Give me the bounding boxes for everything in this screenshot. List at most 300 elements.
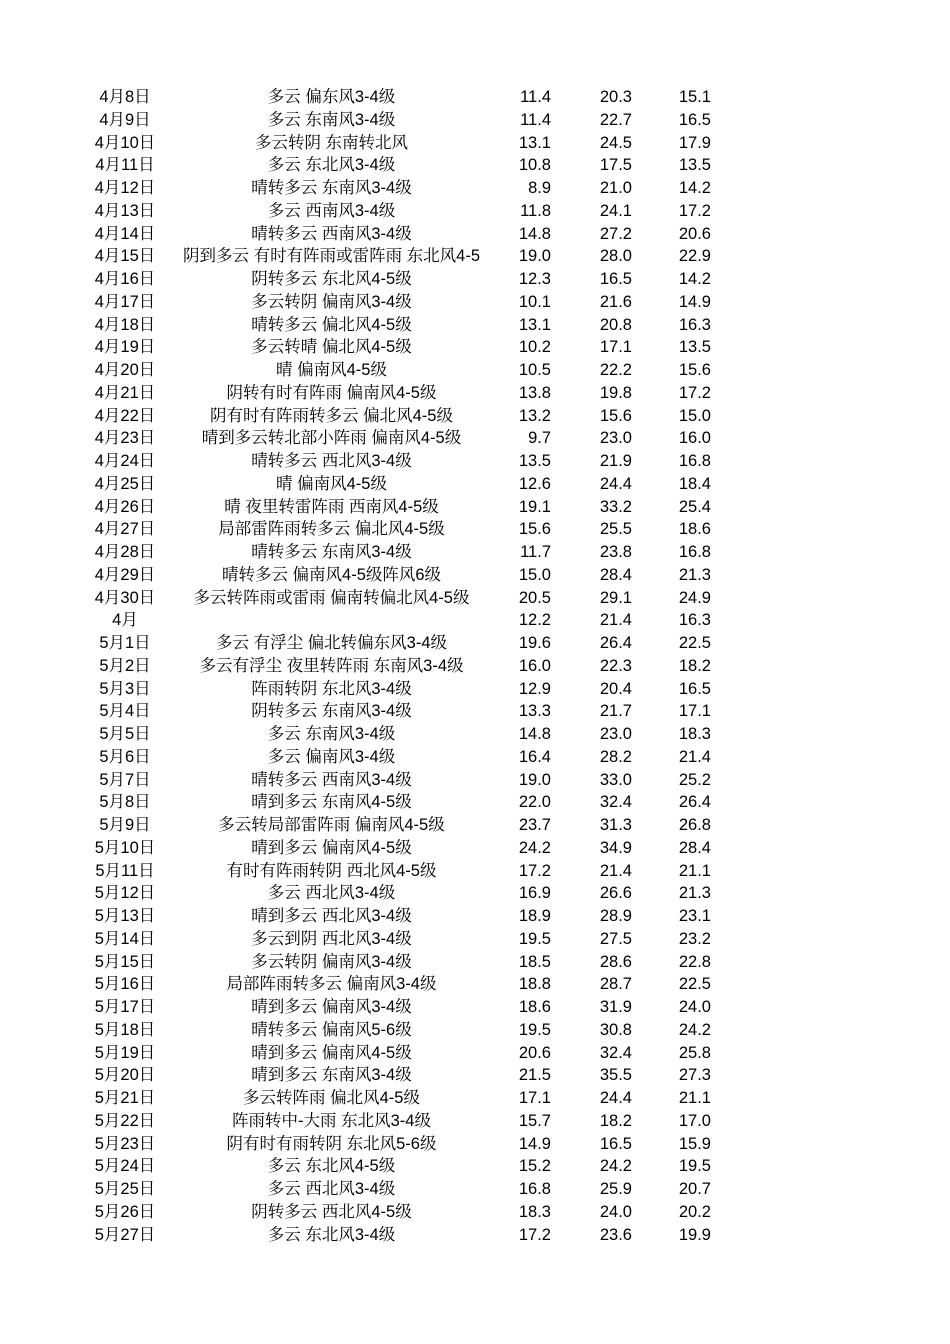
weather-cell: 晴到多云 偏南风4-5级 bbox=[251, 838, 412, 857]
date-cell: 4月21日 bbox=[94, 383, 156, 402]
avg-temp-cell: 15.1 bbox=[678, 88, 711, 106]
date-cell: 4月24日 bbox=[94, 452, 156, 470]
avg-temp-cell: 18.2 bbox=[678, 656, 711, 675]
high-temp-cell: 26.4 bbox=[599, 634, 632, 652]
date-cell: 5月10日 bbox=[94, 838, 156, 857]
high-temp-cell: 24.5 bbox=[599, 133, 632, 152]
table-row bbox=[0, 268, 950, 291]
weather-cell: 多云 东北风3-4级 bbox=[267, 156, 396, 175]
low-temp-cell: 18.6 bbox=[518, 998, 551, 1016]
high-temp-cell: 25.9 bbox=[599, 1180, 632, 1198]
date-cell: 4月16日 bbox=[94, 270, 156, 288]
high-temp-cell: 26.6 bbox=[599, 884, 632, 903]
low-temp-cell: 14.9 bbox=[518, 1134, 551, 1153]
table-row bbox=[0, 154, 950, 177]
low-temp-cell: 23.7 bbox=[518, 816, 551, 834]
low-temp-cell: 10.5 bbox=[518, 361, 551, 379]
table-row bbox=[0, 291, 950, 314]
date-cell: 4月13日 bbox=[94, 201, 156, 220]
low-temp-cell: 17.2 bbox=[518, 861, 551, 880]
avg-temp-cell: 13.5 bbox=[678, 338, 711, 357]
weather-cell: 多云 东北风4-5级 bbox=[267, 1157, 396, 1176]
high-temp-cell: 18.2 bbox=[599, 1111, 632, 1130]
high-temp-cell: 19.8 bbox=[599, 383, 632, 402]
date-cell: 4月27日 bbox=[94, 520, 156, 539]
low-temp-cell: 13.8 bbox=[518, 383, 551, 402]
high-temp-cell: 16.5 bbox=[599, 270, 632, 288]
avg-temp-cell: 16.3 bbox=[678, 315, 711, 334]
low-temp-cell: 17.1 bbox=[518, 1089, 551, 1107]
date-cell: 5月21日 bbox=[94, 1089, 156, 1107]
date-cell: 4月11日 bbox=[95, 156, 155, 175]
date-cell: 4月20日 bbox=[94, 361, 156, 379]
table-row bbox=[0, 1019, 950, 1042]
avg-temp-cell: 19.5 bbox=[678, 1157, 711, 1176]
table-row bbox=[0, 814, 950, 837]
avg-temp-cell: 21.1 bbox=[678, 1089, 711, 1107]
table-row bbox=[0, 564, 950, 587]
high-temp-cell: 25.5 bbox=[599, 520, 632, 539]
weather-cell: 晴转多云 西南风3-4级 bbox=[251, 224, 412, 243]
avg-temp-cell: 18.6 bbox=[678, 520, 711, 539]
avg-temp-cell: 21.1 bbox=[678, 861, 711, 880]
avg-temp-cell: 23.2 bbox=[678, 929, 711, 948]
avg-temp-cell: 24.2 bbox=[678, 1020, 711, 1039]
date-cell: 5月5日 bbox=[99, 725, 151, 743]
table-row bbox=[0, 655, 950, 678]
weather-cell: 阴转有时有阵雨 偏南风4-5级 bbox=[226, 383, 437, 402]
table-row bbox=[0, 336, 950, 359]
high-temp-cell: 20.4 bbox=[599, 679, 632, 698]
weather-cell: 晴到多云 偏南风3-4级 bbox=[251, 998, 412, 1016]
avg-temp-cell: 22.5 bbox=[678, 975, 711, 994]
table-row bbox=[0, 405, 950, 428]
date-cell: 5月25日 bbox=[94, 1180, 156, 1198]
high-temp-cell: 23.6 bbox=[599, 1225, 632, 1244]
high-temp-cell: 22.3 bbox=[599, 656, 632, 675]
avg-temp-cell: 21.4 bbox=[678, 747, 711, 766]
table-row bbox=[0, 450, 950, 473]
table-row bbox=[0, 382, 950, 405]
date-cell: 4月14日 bbox=[94, 224, 156, 243]
avg-temp-cell: 18.4 bbox=[678, 474, 711, 493]
date-cell: 5月2日 bbox=[99, 656, 151, 675]
high-temp-cell: 31.3 bbox=[599, 816, 632, 834]
low-temp-cell: 12.9 bbox=[518, 679, 551, 698]
avg-temp-cell: 22.8 bbox=[678, 952, 711, 971]
low-temp-cell: 21.5 bbox=[518, 1066, 551, 1085]
weather-cell: 阴转多云 东北风4-5级 bbox=[251, 270, 412, 288]
high-temp-cell: 24.4 bbox=[599, 474, 632, 493]
weather-table bbox=[0, 86, 950, 1246]
table-row bbox=[0, 609, 950, 632]
low-temp-cell: 10.1 bbox=[518, 292, 551, 311]
avg-temp-cell: 17.2 bbox=[678, 201, 711, 220]
date-cell: 4月23日 bbox=[94, 429, 156, 448]
weather-cell: 多云转阵雨或雷雨 偏南转偏北风4-5级 bbox=[193, 588, 470, 607]
low-temp-cell: 11.8 bbox=[520, 201, 551, 220]
low-temp-cell: 14.8 bbox=[518, 224, 551, 243]
high-temp-cell: 35.5 bbox=[599, 1066, 632, 1085]
table-row bbox=[0, 132, 950, 155]
low-temp-cell: 19.1 bbox=[518, 497, 551, 516]
weather-cell: 多云 东北风3-4级 bbox=[267, 1225, 396, 1244]
table-row bbox=[0, 837, 950, 860]
high-temp-cell: 16.5 bbox=[599, 1134, 632, 1153]
weather-cell: 阵雨转中-大雨 东北风3-4级 bbox=[232, 1111, 431, 1130]
date-cell: 4月26日 bbox=[94, 497, 156, 516]
weather-cell: 多云转阴 偏南风3-4级 bbox=[251, 952, 412, 971]
avg-temp-cell: 21.3 bbox=[678, 565, 711, 584]
table-row bbox=[0, 359, 950, 382]
high-temp-cell: 21.6 bbox=[599, 292, 632, 311]
low-temp-cell: 12.3 bbox=[518, 270, 551, 288]
avg-temp-cell: 16.5 bbox=[678, 679, 711, 698]
high-temp-cell: 28.6 bbox=[599, 952, 632, 971]
date-cell: 5月3日 bbox=[99, 679, 151, 698]
date-cell: 4月28日 bbox=[94, 543, 156, 561]
table-row bbox=[0, 791, 950, 814]
table-row bbox=[0, 723, 950, 746]
avg-temp-cell: 25.4 bbox=[678, 497, 711, 516]
weather-cell: 阴到多云 有时有阵雨或雷阵雨 东北风4-5 bbox=[182, 247, 481, 266]
high-temp-cell: 33.0 bbox=[599, 770, 632, 789]
avg-temp-cell: 24.0 bbox=[678, 998, 711, 1016]
table-row bbox=[0, 882, 950, 905]
table-row bbox=[0, 587, 950, 610]
table-row bbox=[0, 1087, 950, 1110]
avg-temp-cell: 21.3 bbox=[678, 884, 711, 903]
high-temp-cell: 21.4 bbox=[599, 861, 632, 880]
weather-cell: 多云 西北风3-4级 bbox=[267, 884, 396, 903]
high-temp-cell: 21.0 bbox=[599, 179, 632, 197]
high-temp-cell: 28.9 bbox=[599, 907, 632, 925]
low-temp-cell: 11.4 bbox=[520, 88, 551, 106]
low-temp-cell: 12.6 bbox=[518, 474, 551, 493]
weather-cell: 阴有时有阵雨转多云 偏北风4-5级 bbox=[210, 406, 453, 425]
weather-cell: 晴 偏南风4-5级 bbox=[276, 474, 387, 493]
high-temp-cell: 21.4 bbox=[599, 611, 632, 630]
weather-cell: 晴转多云 东南风3-4级 bbox=[251, 543, 412, 561]
table-row bbox=[0, 223, 950, 246]
high-temp-cell: 23.0 bbox=[599, 429, 632, 448]
avg-temp-cell: 22.5 bbox=[678, 634, 711, 652]
high-temp-cell: 24.4 bbox=[599, 1089, 632, 1107]
table-row bbox=[0, 177, 950, 200]
date-cell: 5月20日 bbox=[94, 1066, 156, 1085]
table-row bbox=[0, 928, 950, 951]
weather-cell: 有时有阵雨转阴 西北风4-5级 bbox=[226, 861, 437, 880]
avg-temp-cell: 17.0 bbox=[678, 1111, 711, 1130]
low-temp-cell: 10.8 bbox=[518, 156, 551, 175]
high-temp-cell: 20.3 bbox=[599, 88, 632, 106]
avg-temp-cell: 19.9 bbox=[678, 1225, 711, 1244]
avg-temp-cell: 24.9 bbox=[678, 588, 711, 607]
date-cell: 5月6日 bbox=[99, 747, 151, 766]
low-temp-cell: 18.9 bbox=[518, 907, 551, 925]
low-temp-cell: 13.1 bbox=[518, 133, 551, 152]
high-temp-cell: 32.4 bbox=[599, 1043, 632, 1062]
high-temp-cell: 27.5 bbox=[599, 929, 632, 948]
avg-temp-cell: 16.8 bbox=[678, 543, 711, 561]
avg-temp-cell: 16.5 bbox=[678, 110, 711, 129]
avg-temp-cell: 16.3 bbox=[678, 611, 711, 630]
high-temp-cell: 27.2 bbox=[599, 224, 632, 243]
date-cell: 5月26日 bbox=[94, 1202, 156, 1221]
table-row bbox=[0, 905, 950, 928]
weather-cell: 晴到多云 西北风3-4级 bbox=[251, 907, 412, 925]
weather-cell: 晴到多云转北部小阵雨 偏南风4-5级 bbox=[201, 429, 462, 448]
low-temp-cell: 18.5 bbox=[518, 952, 551, 971]
date-cell: 4月 bbox=[112, 611, 138, 630]
table-row bbox=[0, 951, 950, 974]
table-row bbox=[0, 200, 950, 223]
high-temp-cell: 33.2 bbox=[599, 497, 632, 516]
high-temp-cell: 21.7 bbox=[599, 702, 632, 721]
low-temp-cell: 9.7 bbox=[528, 429, 551, 448]
avg-temp-cell: 17.9 bbox=[678, 133, 711, 152]
avg-temp-cell: 22.9 bbox=[678, 247, 711, 266]
date-cell: 5月24日 bbox=[94, 1157, 156, 1176]
date-cell: 4月22日 bbox=[94, 406, 156, 425]
avg-temp-cell: 15.6 bbox=[678, 361, 711, 379]
weather-cell: 多云转阵雨 偏北风4-5级 bbox=[243, 1089, 420, 1107]
low-temp-cell: 18.8 bbox=[518, 975, 551, 994]
low-temp-cell: 8.9 bbox=[528, 179, 551, 197]
high-temp-cell: 23.8 bbox=[599, 543, 632, 561]
weather-cell: 晴转多云 偏南风5-6级 bbox=[251, 1020, 412, 1039]
weather-cell: 多云转阴 偏南风3-4级 bbox=[251, 292, 412, 311]
table-row bbox=[0, 427, 950, 450]
table-row bbox=[0, 632, 950, 655]
date-cell: 4月12日 bbox=[94, 179, 156, 197]
date-cell: 5月11日 bbox=[95, 861, 155, 880]
date-cell: 5月19日 bbox=[94, 1043, 156, 1062]
date-cell: 5月15日 bbox=[94, 952, 156, 971]
high-temp-cell: 28.2 bbox=[599, 747, 632, 766]
high-temp-cell: 24.0 bbox=[599, 1202, 632, 1221]
avg-temp-cell: 20.7 bbox=[678, 1180, 711, 1198]
weather-cell: 多云 东南风3-4级 bbox=[267, 725, 396, 743]
low-temp-cell: 24.2 bbox=[518, 838, 551, 857]
high-temp-cell: 28.7 bbox=[599, 975, 632, 994]
high-temp-cell: 23.0 bbox=[599, 725, 632, 743]
avg-temp-cell: 20.6 bbox=[678, 224, 711, 243]
table-row bbox=[0, 860, 950, 883]
high-temp-cell: 22.2 bbox=[599, 361, 632, 379]
table-row bbox=[0, 1110, 950, 1133]
avg-temp-cell: 14.2 bbox=[678, 270, 711, 288]
table-row bbox=[0, 1201, 950, 1224]
low-temp-cell: 16.4 bbox=[518, 747, 551, 766]
table-row bbox=[0, 700, 950, 723]
high-temp-cell: 17.5 bbox=[599, 156, 632, 175]
date-cell: 5月1日 bbox=[99, 634, 151, 652]
high-temp-cell: 30.8 bbox=[599, 1020, 632, 1039]
high-temp-cell: 24.1 bbox=[599, 201, 632, 220]
weather-cell: 晴 偏南风4-5级 bbox=[276, 361, 387, 379]
avg-temp-cell: 26.8 bbox=[678, 816, 711, 834]
high-temp-cell: 28.0 bbox=[599, 247, 632, 266]
table-row bbox=[0, 109, 950, 132]
table-row bbox=[0, 518, 950, 541]
low-temp-cell: 14.8 bbox=[518, 725, 551, 743]
weather-cell: 晴到多云 偏南风4-5级 bbox=[251, 1043, 412, 1062]
weather-cell: 晴转多云 偏南风4-5级阵风6级 bbox=[221, 565, 442, 584]
date-cell: 5月12日 bbox=[94, 884, 156, 903]
weather-cell: 局部雷阵雨转多云 偏北风4-5级 bbox=[218, 520, 445, 539]
table-row bbox=[0, 473, 950, 496]
date-cell: 4月18日 bbox=[94, 315, 156, 334]
high-temp-cell: 32.4 bbox=[599, 793, 632, 812]
table-row bbox=[0, 769, 950, 792]
avg-temp-cell: 23.1 bbox=[678, 907, 711, 925]
high-temp-cell: 21.9 bbox=[599, 452, 632, 470]
low-temp-cell: 20.6 bbox=[518, 1043, 551, 1062]
date-cell: 5月14日 bbox=[94, 929, 156, 948]
weather-cell: 晴到多云 东南风4-5级 bbox=[251, 793, 412, 812]
weather-cell: 阵雨转阴 东北风3-4级 bbox=[251, 679, 412, 698]
avg-temp-cell: 17.1 bbox=[678, 702, 711, 721]
low-temp-cell: 16.0 bbox=[518, 656, 551, 675]
weather-cell: 多云 偏东风3-4级 bbox=[267, 88, 396, 106]
low-temp-cell: 20.5 bbox=[518, 588, 551, 607]
avg-temp-cell: 25.8 bbox=[678, 1043, 711, 1062]
low-temp-cell: 19.5 bbox=[518, 1020, 551, 1039]
high-temp-cell: 17.1 bbox=[599, 338, 632, 357]
low-temp-cell: 15.7 bbox=[518, 1111, 551, 1130]
table-row bbox=[0, 1064, 950, 1087]
weather-cell: 多云转晴 偏北风4-5级 bbox=[251, 338, 412, 357]
low-temp-cell: 15.2 bbox=[518, 1157, 551, 1176]
weather-cell: 阴转多云 东南风3-4级 bbox=[251, 702, 412, 721]
high-temp-cell: 29.1 bbox=[599, 588, 632, 607]
date-cell: 5月13日 bbox=[94, 907, 156, 925]
avg-temp-cell: 14.9 bbox=[678, 292, 711, 311]
date-cell: 5月23日 bbox=[94, 1134, 156, 1153]
weather-cell: 阴有时有雨转阴 东北风5-6级 bbox=[226, 1134, 437, 1153]
table-row bbox=[0, 746, 950, 769]
table-row bbox=[0, 973, 950, 996]
avg-temp-cell: 17.2 bbox=[678, 383, 711, 402]
high-temp-cell: 24.2 bbox=[599, 1157, 632, 1176]
table-row bbox=[0, 1155, 950, 1178]
high-temp-cell: 31.9 bbox=[599, 998, 632, 1016]
date-cell: 5月27日 bbox=[94, 1225, 156, 1244]
weather-cell: 局部阵雨转多云 偏南风3-4级 bbox=[226, 975, 437, 994]
weather-cell: 晴转多云 偏北风4-5级 bbox=[251, 315, 412, 334]
table-row bbox=[0, 678, 950, 701]
weather-cell: 多云到阴 西北风3-4级 bbox=[251, 929, 412, 948]
avg-temp-cell: 13.5 bbox=[678, 156, 711, 175]
avg-temp-cell: 28.4 bbox=[678, 838, 711, 857]
weather-cell: 多云 偏南风3-4级 bbox=[267, 747, 396, 766]
date-cell: 5月18日 bbox=[94, 1020, 156, 1039]
table-row bbox=[0, 1133, 950, 1156]
low-temp-cell: 15.6 bbox=[518, 520, 551, 539]
high-temp-cell: 34.9 bbox=[599, 838, 632, 857]
weather-cell: 多云转局部雷阵雨 偏南风4-5级 bbox=[218, 816, 445, 834]
table-row bbox=[0, 245, 950, 268]
date-cell: 5月9日 bbox=[99, 816, 151, 834]
low-temp-cell: 19.5 bbox=[518, 929, 551, 948]
avg-temp-cell: 15.0 bbox=[678, 406, 711, 425]
low-temp-cell: 19.6 bbox=[518, 634, 551, 652]
date-cell: 4月30日 bbox=[94, 588, 156, 607]
low-temp-cell: 16.8 bbox=[518, 1180, 551, 1198]
avg-temp-cell: 18.3 bbox=[678, 725, 711, 743]
date-cell: 5月8日 bbox=[99, 793, 151, 812]
low-temp-cell: 16.9 bbox=[518, 884, 551, 903]
low-temp-cell: 13.5 bbox=[518, 452, 551, 470]
high-temp-cell: 28.4 bbox=[599, 565, 632, 584]
table-row bbox=[0, 541, 950, 564]
weather-cell: 多云 有浮尘 偏北转偏东风3-4级 bbox=[215, 634, 448, 652]
low-temp-cell: 22.0 bbox=[518, 793, 551, 812]
date-cell: 4月10日 bbox=[94, 133, 156, 152]
low-temp-cell: 11.7 bbox=[520, 543, 551, 561]
avg-temp-cell: 25.2 bbox=[678, 770, 711, 789]
low-temp-cell: 15.0 bbox=[518, 565, 551, 584]
table-row bbox=[0, 1042, 950, 1065]
low-temp-cell: 13.2 bbox=[518, 406, 551, 425]
weather-cell: 多云 西南风3-4级 bbox=[267, 201, 396, 220]
date-cell: 5月22日 bbox=[94, 1111, 156, 1130]
weather-cell: 晴转多云 东南风3-4级 bbox=[251, 179, 412, 197]
low-temp-cell: 12.2 bbox=[518, 611, 551, 630]
date-cell: 5月7日 bbox=[99, 770, 151, 789]
weather-cell: 多云 西北风3-4级 bbox=[267, 1180, 396, 1198]
avg-temp-cell: 16.8 bbox=[678, 452, 711, 470]
table-row bbox=[0, 996, 950, 1019]
weather-cell: 晴 夜里转雷阵雨 西南风4-5级 bbox=[224, 497, 439, 516]
high-temp-cell: 22.7 bbox=[599, 110, 632, 129]
high-temp-cell: 15.6 bbox=[599, 406, 632, 425]
table-row bbox=[0, 496, 950, 519]
low-temp-cell: 10.2 bbox=[518, 338, 551, 357]
date-cell: 5月16日 bbox=[94, 975, 156, 994]
date-cell: 4月19日 bbox=[94, 338, 156, 357]
low-temp-cell: 19.0 bbox=[518, 770, 551, 789]
avg-temp-cell: 16.0 bbox=[678, 429, 711, 448]
weather-cell: 多云 东南风3-4级 bbox=[267, 110, 396, 129]
weather-cell: 多云有浮尘 夜里转阵雨 东南风3-4级 bbox=[199, 656, 464, 675]
avg-temp-cell: 15.9 bbox=[678, 1134, 711, 1153]
date-cell: 4月9日 bbox=[99, 110, 151, 129]
low-temp-cell: 17.2 bbox=[518, 1225, 551, 1244]
weather-cell: 晴转多云 西南风3-4级 bbox=[251, 770, 412, 789]
table-row bbox=[0, 314, 950, 337]
date-cell: 5月17日 bbox=[94, 998, 156, 1016]
date-cell: 4月15日 bbox=[94, 247, 156, 266]
table-row bbox=[0, 1178, 950, 1201]
avg-temp-cell: 26.4 bbox=[678, 793, 711, 812]
weather-cell: 晴转多云 西北风3-4级 bbox=[251, 452, 412, 470]
date-cell: 4月17日 bbox=[94, 292, 156, 311]
table-row bbox=[0, 1224, 950, 1247]
date-cell: 4月25日 bbox=[94, 474, 156, 493]
low-temp-cell: 13.1 bbox=[518, 315, 551, 334]
avg-temp-cell: 14.2 bbox=[678, 179, 711, 197]
avg-temp-cell: 20.2 bbox=[678, 1202, 711, 1221]
table-row bbox=[0, 86, 950, 109]
avg-temp-cell: 27.3 bbox=[678, 1066, 711, 1085]
high-temp-cell: 20.8 bbox=[599, 315, 632, 334]
weather-cell: 阴转多云 西北风4-5级 bbox=[251, 1202, 412, 1221]
date-cell: 4月29日 bbox=[94, 565, 156, 584]
weather-cell: 多云转阴 东南转北风 bbox=[254, 133, 409, 152]
weather-cell: 晴到多云 东南风3-4级 bbox=[251, 1066, 412, 1085]
